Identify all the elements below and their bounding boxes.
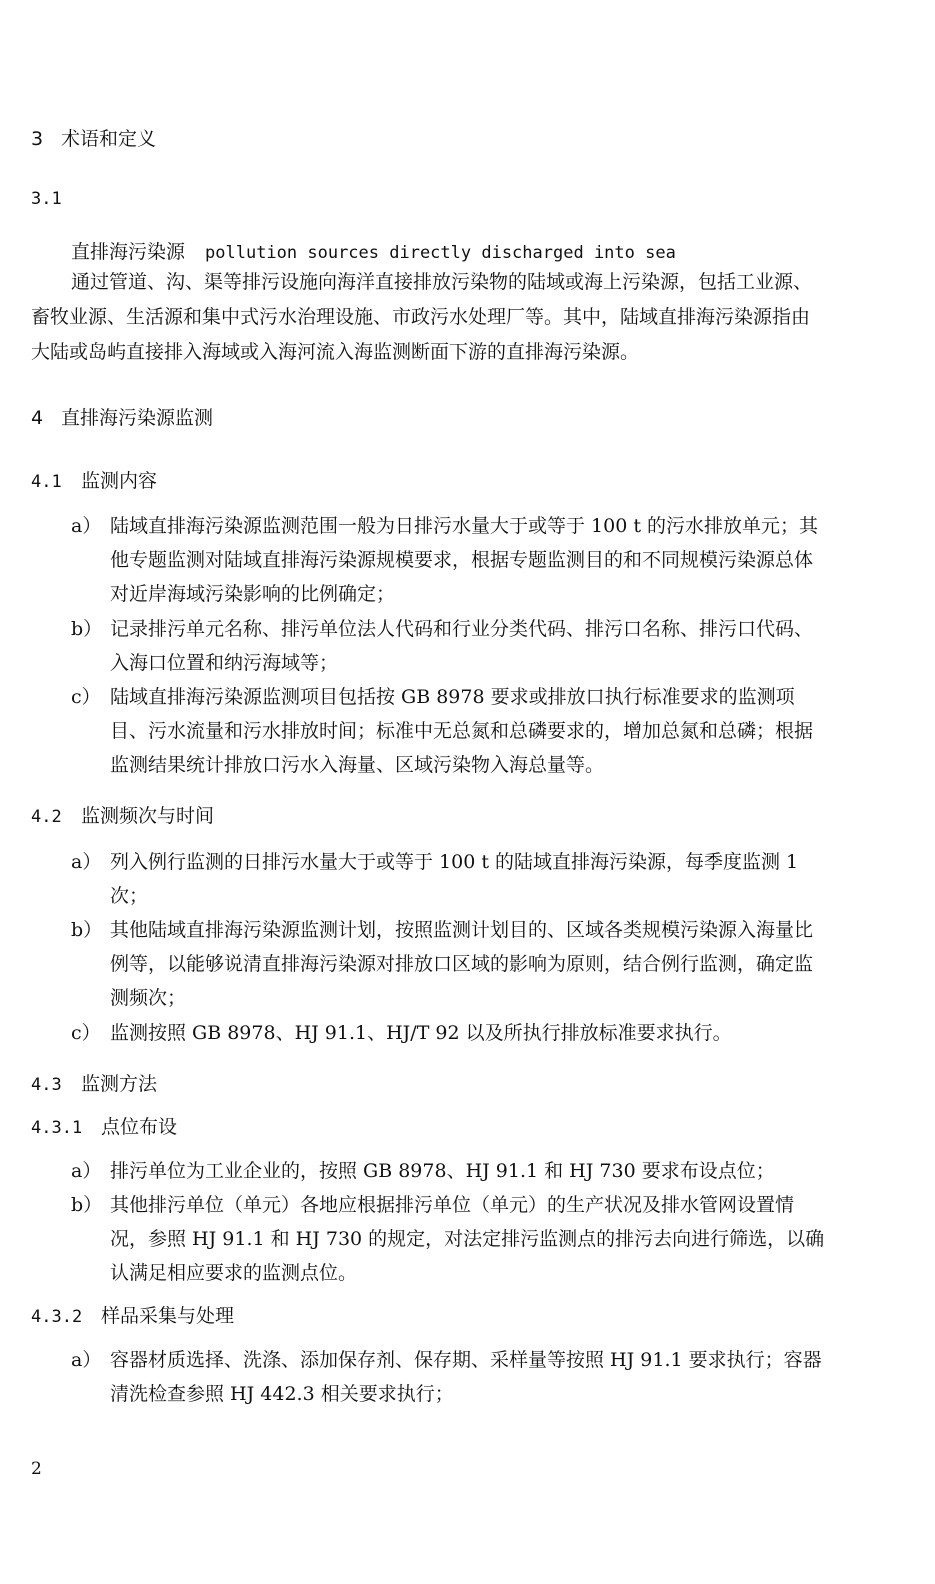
list-item xyxy=(71,1154,831,1188)
section-4-3-heading xyxy=(31,1069,157,1096)
list-item-text: 列入例行监测的日排污水量大于或等于 100 t 的陆域直排海污染源，每季度监测 1 次； xyxy=(110,851,799,907)
list-marker: a） xyxy=(71,515,102,537)
term-chinese: 直排海污染源 xyxy=(71,241,186,263)
section-title: 点位布设 xyxy=(101,1116,178,1138)
term-line xyxy=(71,237,676,264)
section-title: 直排海污染源监测 xyxy=(61,407,214,429)
section-number: 3 xyxy=(31,128,44,150)
list-item-text: 其他陆域直排海污染源监测计划，按照监测计划目的、区域各类规模污染源入海量比例等，以能够说清直排海污染源对排放口区域的影响为原则，结合例行监测，确定监测频次； xyxy=(110,919,814,1009)
list-item xyxy=(71,680,831,782)
section-number: 4.3.1 xyxy=(31,1118,83,1138)
list-marker: b） xyxy=(71,618,103,640)
list-item-text: 陆域直排海污染源监测范围一般为日排污水量大于或等于 100 t 的污水排放单元；其他专题监测对陆域直排海污染源规模要求，根据专题监测目的和不同规模污染源总体对近岸海域污染影响的比例确定； xyxy=(110,515,819,605)
section-title: 样品采集与处理 xyxy=(101,1305,235,1327)
list-item-text: 记录排污单元名称、排污单位法人代码和行业分类代码、排污口名称、排污口代码、入海口位置和纳污海域等； xyxy=(110,618,814,674)
section-4-3-2-heading xyxy=(31,1301,234,1328)
list-item-text: 其他排污单位（单元）各地应根据排污单位（单元）的生产状况及排水管网设置情况，参照 HJ 91.1 和 HJ 730 的规定，对法定排污监测点的排污去向进行筛选，以确认满足相应要求的监测点位。 xyxy=(110,1194,825,1284)
page-number: 2 xyxy=(31,1459,42,1479)
list-item xyxy=(71,1188,831,1290)
section-4-heading xyxy=(31,403,213,430)
list-item-text: 排污单位为工业企业的，按照 GB 8978、HJ 91.1 和 HJ 730 要求布设点位； xyxy=(110,1160,775,1182)
list-marker: c） xyxy=(71,686,101,708)
section-4-1-heading xyxy=(31,466,157,493)
list-marker: b） xyxy=(71,1194,103,1216)
section-title: 监测内容 xyxy=(81,470,158,492)
section-title: 监测频次与时间 xyxy=(81,805,215,827)
section-3-heading xyxy=(31,124,156,151)
section-3-1-number: 3.1 xyxy=(31,189,62,209)
section-number: 4.3.2 xyxy=(31,1307,83,1327)
section-number: 4.3 xyxy=(31,1075,62,1095)
list-item xyxy=(71,1343,831,1411)
list-item xyxy=(71,509,831,611)
section-title: 术语和定义 xyxy=(61,128,157,150)
section-4-3-1-heading xyxy=(31,1112,177,1139)
list-marker: a） xyxy=(71,851,102,873)
list-marker: c） xyxy=(71,1022,101,1044)
list-item xyxy=(71,612,831,680)
section-4-2-heading xyxy=(31,801,214,828)
section-number: 4.2 xyxy=(31,807,62,827)
list-marker: a） xyxy=(71,1349,102,1371)
list-item-text: 陆域直排海污染源监测项目包括按 GB 8978 要求或排放口执行标准要求的监测项目、污水流量和污水排放时间；标准中无总氮和总磷要求的，增加总氮和总磷；根据监测结果统计排放口污水入海量、区域污染物入海总量等。 xyxy=(110,686,814,776)
term-english: pollution sources directly discharged into sea xyxy=(205,243,676,263)
section-title: 监测方法 xyxy=(81,1073,158,1095)
list-marker: b） xyxy=(71,919,103,941)
section-number: 4.1 xyxy=(31,472,62,492)
definition-paragraph: 通过管道、沟、渠等排污设施向海洋直接排放污染物的陆域或海上污染源，包括工业源、畜牧业源、生活源和集中式污水治理设施、市政污水处理厂等。其中，陆域直排海污染源指由大陆或岛屿直接排入海域或入海河流入海监测断面下游的直排海污染源。 xyxy=(31,271,813,363)
list-item-text: 监测按照 GB 8978、HJ 91.1、HJ/T 92 以及所执行排放标准要求执行。 xyxy=(110,1022,732,1044)
list-item xyxy=(71,1016,831,1050)
list-item xyxy=(71,845,831,913)
section-number: 4 xyxy=(31,407,44,429)
list-item xyxy=(71,913,831,1015)
list-item-text: 容器材质选择、洗涤、添加保存剂、保存期、采样量等按照 HJ 91.1 要求执行；容器清洗检查参照 HJ 442.3 相关要求执行； xyxy=(110,1349,822,1405)
list-marker: a） xyxy=(71,1160,102,1182)
